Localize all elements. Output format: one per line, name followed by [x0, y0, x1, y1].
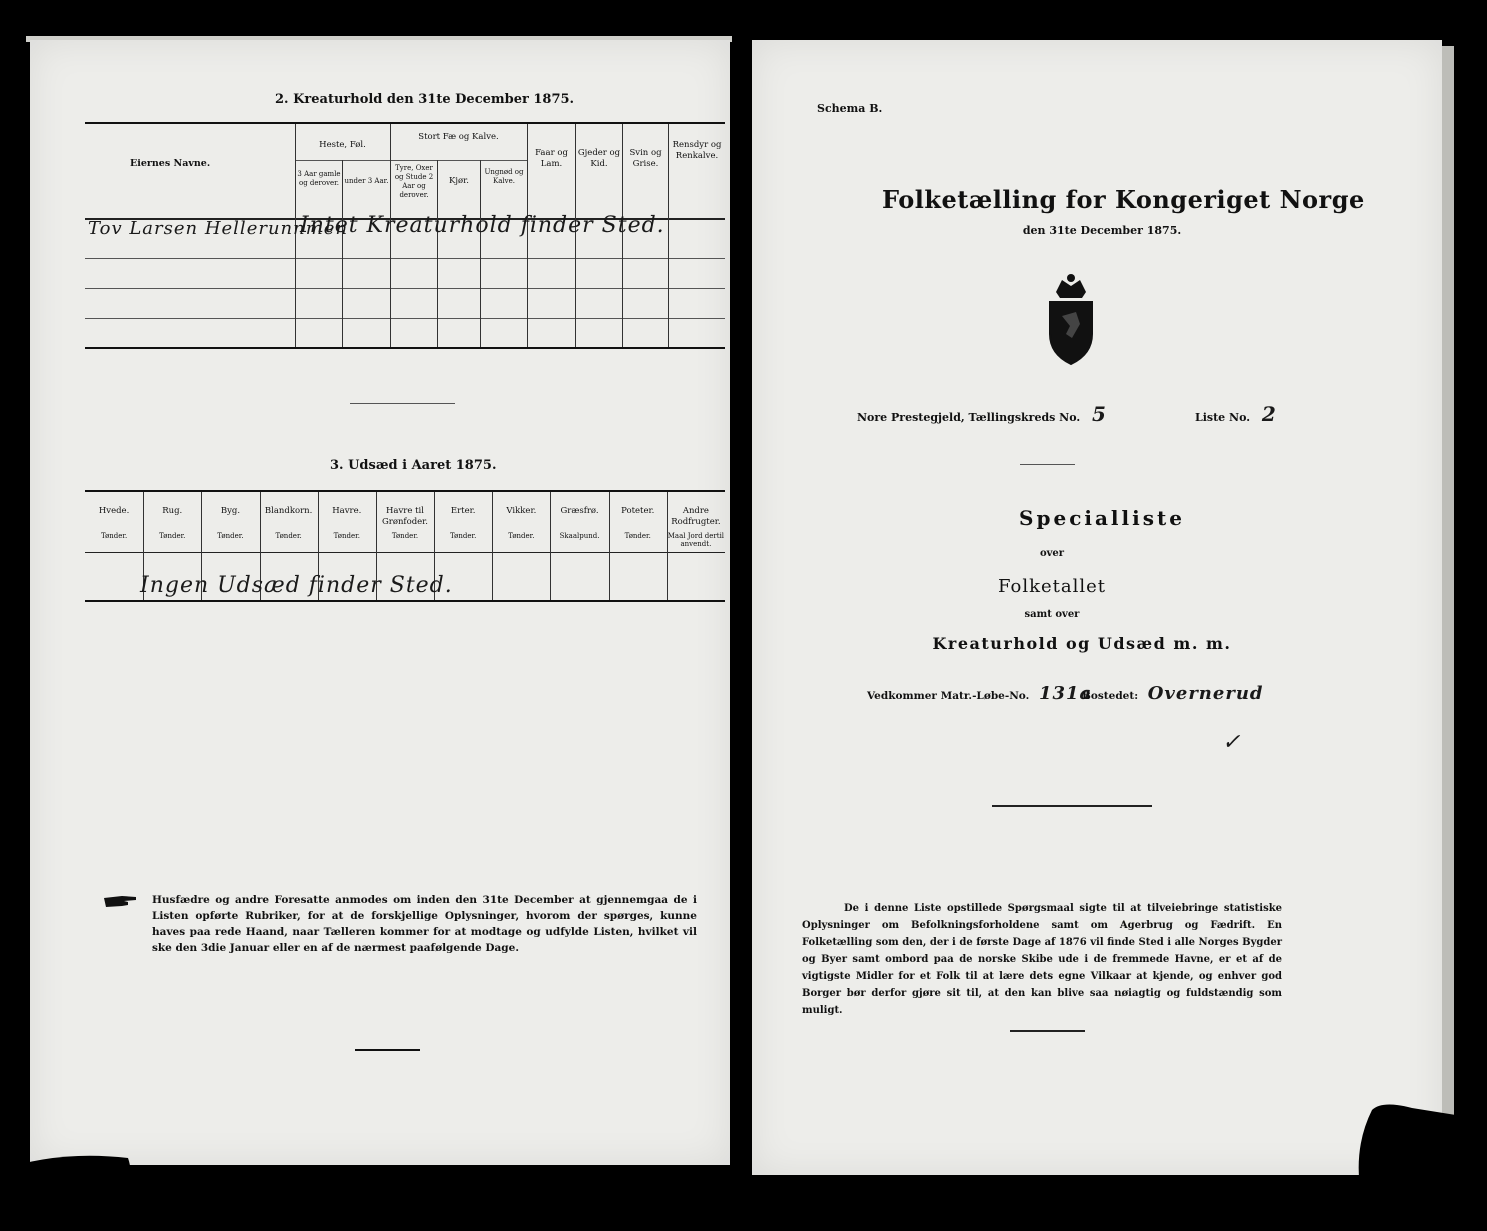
t3-col-name: Havre til Grønfoder.	[381, 506, 428, 527]
special-title: Specialliste	[1019, 506, 1185, 530]
sub-kjor: Kjør.	[449, 176, 469, 186]
t3-col-name: Græsfrø.	[560, 506, 599, 516]
table3-bottom-rule	[85, 600, 725, 602]
t2-col-line	[342, 160, 343, 347]
t2-col-line	[480, 160, 481, 347]
prestegjeld-label: Nore Prestegjeld, Tællingskreds No.	[857, 411, 1081, 424]
right-page-edge	[1440, 46, 1454, 1166]
group-heste: Heste, Føl.	[319, 140, 366, 150]
table2-row-rule-3	[85, 318, 725, 319]
table2-bottom-rule	[85, 347, 725, 349]
title-divider	[1020, 464, 1075, 465]
col-eiernes-navne: Eiernes Navne.	[130, 158, 211, 169]
instruction-note: Husfædre og andre Foresatte anmodes om inden den 31te December at gjennemgaa de i Listen opførte Rubriker, for at de forskjellige Oplysninger, hvorom der spørges, kunne haves paa rede Haand, naar Tælleren kommer for at modtage og udfylde Listen, hvilket vil ske den 3die Januar eller en af de nærmest paafølgende Dage.	[152, 894, 697, 954]
left-page	[30, 40, 730, 1165]
table3-top-rule	[85, 490, 725, 492]
t3-col-name: Andre Rodfrugter.	[671, 506, 721, 527]
right-page	[752, 40, 1442, 1175]
folketallet-label: Folketallet	[997, 576, 1107, 597]
t3-col-name: Rug.	[162, 506, 183, 516]
bosted-label: Bostedet:	[1082, 690, 1139, 702]
bosted-value: Overnerud	[1147, 683, 1264, 704]
over-label: over	[1039, 548, 1065, 559]
t3-col-name: Hvede.	[98, 506, 130, 516]
matr-no: 131a	[1038, 683, 1093, 704]
entry-kreaturhold: Intet Kreaturhold finder Sted.	[300, 213, 665, 238]
col-svin: Svin og Grise.	[629, 148, 662, 169]
t3-col-unit: Skaalpund.	[559, 532, 600, 540]
stortfae-group-rule	[390, 160, 527, 161]
liste-no: 2	[1261, 402, 1277, 426]
t3-col-unit: Tønder.	[159, 532, 186, 540]
t3-col-name: Poteter.	[621, 506, 655, 516]
t3-col-name: Blandkorn.	[264, 506, 313, 516]
table2-row-rule-1	[85, 258, 725, 259]
t3-col-unit: Tønder.	[100, 532, 128, 540]
info-paragraph: De i denne Liste opstillede Spørgsmaal sigte til at tilveiebringe statistiske Oplysninger om Befolkningsforholdene samt om Agerbrug og Fædrift. En Folketælling som den, der i de første Dage af 1876 vil finde Sted i alle Norges Bygder og Byer samt ombord paa de norske Skibe ude i de fremmede Havne, er et af de vigtigste Midler for et Folk til at lære dets egne Vilkaar at kjende, og enhver god Borger bør derfor gjøre sit til, at den kan blive saa nøiagtig og fuldstændig som muligt.	[802, 903, 1282, 1016]
matr-label: Vedkommer Matr.-Løbe-No.	[867, 690, 1030, 702]
entry-owner-name: Tov Larsen Hellerunnmen	[88, 218, 349, 239]
prestegjeld-line	[857, 402, 1107, 426]
t3-col-unit: Tønder.	[275, 532, 302, 540]
liste-line	[1195, 402, 1277, 426]
sub-tyre: Tyre, Oxer og Stude 2 Aar og derover.	[394, 164, 434, 199]
t3-col-unit: Tønder.	[391, 532, 419, 540]
col-faar: Faar og Lam.	[535, 148, 568, 169]
t3-col-unit: Tønder.	[333, 532, 360, 540]
liste-label: Liste No.	[1195, 411, 1251, 424]
t3-col-name: Byg.	[220, 506, 241, 516]
t3-col-name: Vikker.	[506, 506, 537, 516]
sub-heste-under: under 3 Aar.	[344, 177, 389, 185]
bosted-line	[1082, 683, 1264, 704]
bottom-divider	[1010, 1030, 1085, 1032]
ink-mark: ✓	[1222, 730, 1242, 755]
entry-udsaed: Ingen Udsæd finder Sted.	[140, 573, 453, 598]
section2-title: 2. Kreaturhold den 31te December 1875.	[275, 92, 575, 107]
section3-title: 3. Udsæd i Aaret 1875.	[330, 458, 497, 473]
divider-rule	[350, 403, 455, 404]
census-title: Folketælling for Kongeriget Norge	[882, 185, 1365, 214]
sub-ungnod: Ungnød og Kalve.	[484, 168, 524, 185]
coat-of-arms-emblem	[1042, 272, 1100, 368]
clip-shadow-right	[1352, 1100, 1487, 1210]
t3-col-unit: Tønder.	[508, 532, 535, 540]
t3-col-name: Erter.	[450, 506, 476, 516]
census-date: den 31te December 1875.	[1022, 224, 1182, 237]
t3-col-unit: Tønder.	[450, 532, 477, 540]
col-rensdyr: Rensdyr og Renkalve.	[672, 140, 722, 161]
group-stortfae: Stort Fæ og Kalve.	[418, 132, 499, 142]
matr-line	[867, 683, 1092, 704]
col-gjeder: Gjeder og Kid.	[577, 148, 621, 169]
kreds-no: 5	[1092, 402, 1107, 426]
pointing-hand-icon	[102, 892, 138, 910]
t3-col-name: Havre.	[332, 506, 362, 516]
t3-col-unit: Maal Jord dertil anvendt.	[667, 532, 725, 548]
samt-over-label: samt over	[1024, 609, 1080, 620]
mid-divider	[992, 805, 1152, 807]
t2-col-line	[437, 160, 438, 347]
end-rule	[355, 1049, 420, 1051]
schema-label: Schema B.	[817, 102, 883, 115]
t3-col-unit: Tønder.	[217, 532, 244, 540]
clip-shadow-left	[0, 1150, 135, 1227]
table2-top-rule	[85, 122, 725, 124]
table2-row-rule-2	[85, 288, 725, 289]
table3-header-rule	[85, 552, 725, 553]
kreatur-line: Kreaturhold og Udsæd m. m.	[932, 634, 1232, 653]
sub-heste-over: 3 Aar gamle og derover.	[297, 170, 341, 187]
t3-col-unit: Tønder.	[624, 532, 651, 540]
